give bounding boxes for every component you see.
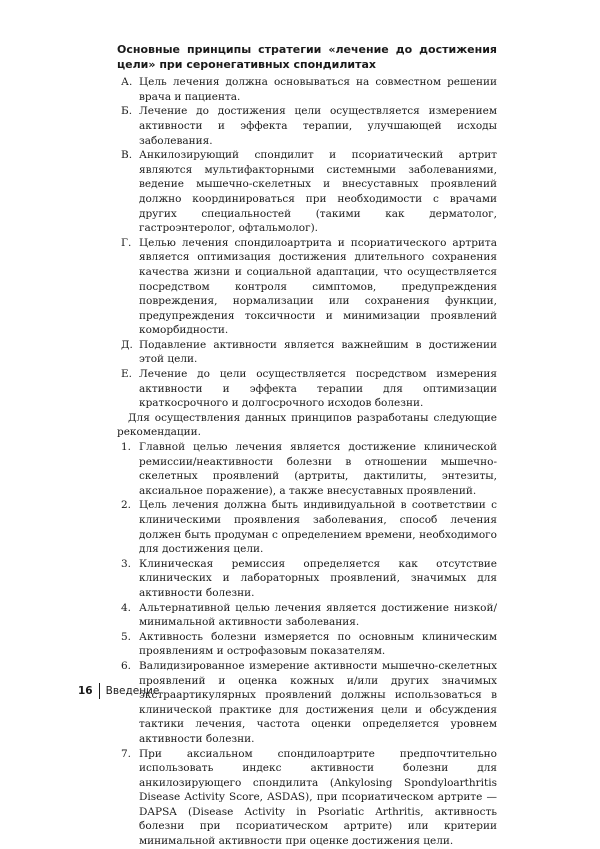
item-text: Целью лечения спондилоартрита и псориатического артрита является оптимизация достижения длительного сохранения качества жизни и социальной адаптации, что осуществляется посредством контроля симптомов, предупреждения повреждения, нормализации или сохранения функции, предупреждения токсичности и минимизации проявлений коморбидности. xyxy=(139,236,497,337)
item-marker: 5. xyxy=(121,630,132,643)
footer-section-title: Введение xyxy=(105,685,160,697)
recommendation-item xyxy=(117,601,497,630)
item-text: При аксиальном спондилоартрите предпочтительно использовать индекс активности болезни для анкилозирующего спондилита (Ankylosing Spondyloarthritis Disease Activity Score, ASDAS), при псориатическом артрите — DAPSA (Disease Activity in Psoriatic Arthritis, активность болезни при псориатическом артрите) или критерии минимальной активности при оценке достижения цели. xyxy=(139,747,497,848)
item-text: Цель лечения должна быть индивидуальной в соответствии с клиническими проявления заболевания, способ лечения должен быть продуман с определением времени, необходимого для достижения цели. xyxy=(139,499,497,556)
section-heading: Основные принципы стратегии «лечение до достижения цели» при серонегативных спондилитах xyxy=(117,43,497,71)
item-marker: 4. xyxy=(121,601,132,614)
item-text: Валидизированное измерение активности мышечно-скелетных проявлений и оценка кожных и/или других значимых экстраартикулярных проявлений должны использоваться в клинической практике для достижения цели и обсуждения тактики лечения, частота оценки определяется уровнем активности болезни. xyxy=(139,659,497,745)
recommendation-item xyxy=(117,747,497,849)
item-text: Главной целью лечения является достижение клинической ремиссии/неактивности болезни в отношении мышечно-скелетных проявлений (артриты, дактилиты, энтезиты, аксиальное поражение), а также внесуставных проявлений. xyxy=(139,441,497,497)
intro-paragraph: Для осуществления данных принципов разработаны следующие рекомендации. xyxy=(117,411,497,439)
page-footer xyxy=(78,683,159,699)
recommendation-item xyxy=(117,630,497,659)
item-text: Цель лечения должна основываться на совместном решении врача и пациента. xyxy=(139,76,497,103)
principles-list xyxy=(117,75,497,411)
item-text: Лечение до достижения цели осуществляется измерением активности и эффекта терапии, улучшающей исходы заболевания. xyxy=(139,105,497,147)
item-marker: 3. xyxy=(121,557,132,570)
item-marker: Д. xyxy=(121,338,133,351)
recommendation-item xyxy=(117,659,497,747)
item-marker: 1. xyxy=(121,441,132,454)
recommendation-item xyxy=(117,440,497,498)
footer-divider xyxy=(99,683,100,699)
page-content xyxy=(117,43,497,849)
item-text: Клиническая ремиссия определяется как отсутствие клинических и лабораторных проявлений, значимых для активности болезни. xyxy=(139,557,497,599)
item-marker: 2. xyxy=(121,499,132,512)
item-marker: 6. xyxy=(121,659,132,672)
item-marker: 7. xyxy=(121,747,132,760)
item-marker: Е. xyxy=(121,368,133,381)
recommendations-list xyxy=(117,440,497,849)
principle-item xyxy=(117,338,497,367)
principle-item xyxy=(117,104,497,148)
item-marker: А. xyxy=(121,76,133,89)
principle-item xyxy=(117,236,497,338)
principle-item xyxy=(117,148,497,236)
item-marker: В. xyxy=(121,149,133,162)
page-number: 16 xyxy=(78,685,93,697)
recommendation-item xyxy=(117,557,497,601)
item-text: Лечение до цели осуществляется посредством измерения активности и эффекта терапии для оптимизации краткосрочного и долгосрочного исходов болезни. xyxy=(139,368,497,410)
item-text: Подавление активности является важнейшим в достижении этой цели. xyxy=(139,338,497,366)
principle-item xyxy=(117,367,497,411)
recommendation-item xyxy=(117,498,497,556)
item-marker: Б. xyxy=(121,105,133,118)
item-marker: Г. xyxy=(121,236,132,249)
item-text: Активность болезни измеряется по основным клиническим проявлениям и острофазовым показателям. xyxy=(139,630,497,658)
item-text: Анкилозирующий спондилит и псориатический артрит являются мультифакторными системными заболеваниями, ведение мышечно-скелетных и внесуставных проявлений должно координироваться при необходимости с врачами других специальностей (такими как дерматолог, гастроэнтеролог, офтальмолог). xyxy=(139,149,497,235)
principle-item xyxy=(117,75,497,104)
item-text: Альтернативной целью лечения является достижение низкой/минимальной активности заболевания. xyxy=(139,601,497,629)
